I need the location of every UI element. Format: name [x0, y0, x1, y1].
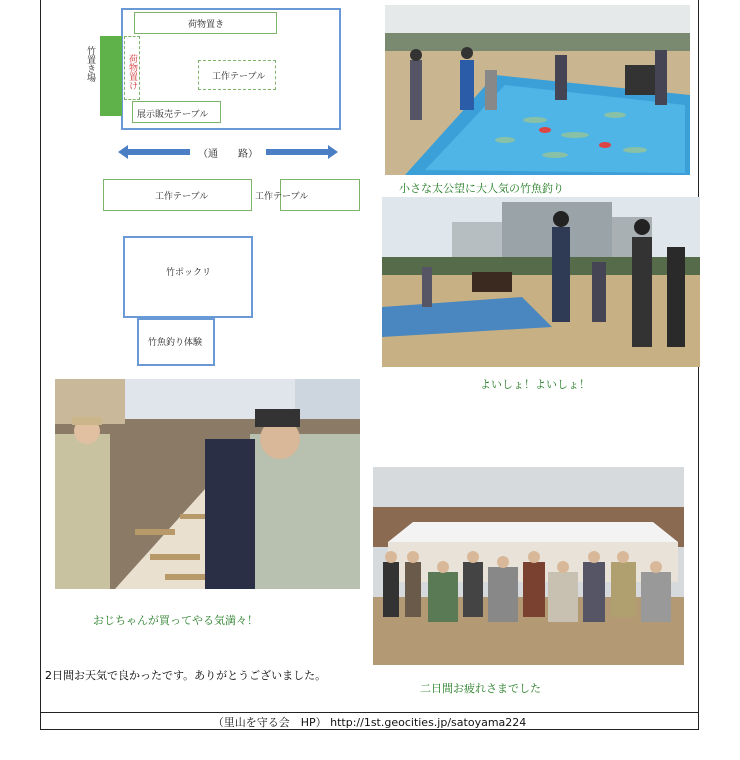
photo-grandpa [55, 379, 360, 589]
craft-table-1-label: 工作テーブル [155, 192, 209, 202]
photo-group [373, 467, 684, 665]
fishing-experience-label: 竹魚釣り体験 [148, 338, 203, 348]
passage-label: （通 路） [198, 149, 258, 160]
storage-top-label: 荷物置き [188, 20, 225, 30]
photo-stilts [382, 197, 700, 367]
photo-bamboo-fishing [385, 5, 690, 175]
storage-side-label: 荷物置け [127, 54, 137, 90]
fishing-caption: 小さな太公望に大人気の竹魚釣り [399, 182, 564, 195]
craft-table-main-label: 工作テーブル [212, 72, 266, 82]
bamboo-storage-bar [100, 36, 122, 116]
group-caption: 二日間お疲れさまでした [420, 682, 541, 695]
craft-table-2-label: 工作テーブル [255, 192, 309, 202]
bamboo-storage-label: 竹置き場 [85, 46, 95, 82]
display-table-label: 展示販売テーブル [137, 110, 209, 120]
footer-text: （里山を守る会 HP） http://1st.geocities.jp/satoyama224 [212, 716, 527, 729]
bamboo-pokkuri-label: 竹ポックリ [166, 268, 212, 278]
thanks-text: 2日間お天気で良かったです。ありがとうございました。 [45, 669, 327, 682]
footer-divider [40, 712, 699, 713]
grandpa-caption: おじちゃんが買ってやる気満々！ [93, 614, 258, 627]
stilts-caption: よいしょ！よいしょ！ [480, 378, 590, 391]
